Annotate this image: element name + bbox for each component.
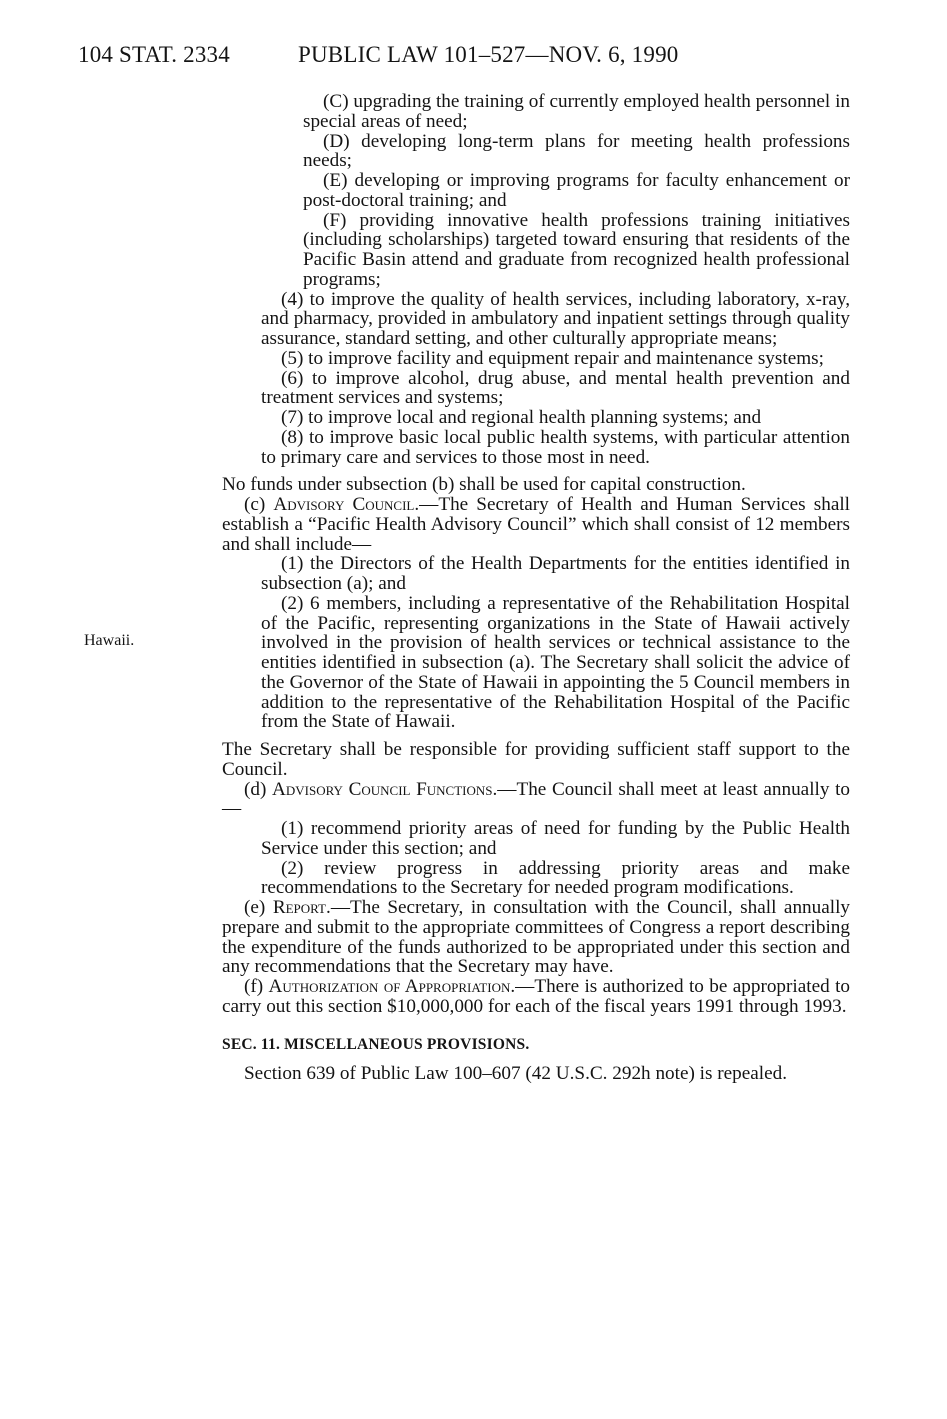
- paragraph-8-public-health: (8) to improve basic local public health systems, with particular attention to primary care and services to those most in need.: [261, 426, 850, 468]
- paragraph-d-long-term-plans: (D) developing long-term plans for meeting health professions needs;: [303, 130, 850, 172]
- subsection-d-label: (d): [244, 778, 273, 800]
- staff-support-sentence: The Secretary shall be responsible for providing sufficient staff support to the Council.: [222, 739, 850, 780]
- paragraph-c2-members: (2) 6 members, including a representative of the Rehabilitation Hospital of the Pacific, representing organizations in the State of Hawaii actively involved in the provision of health services or technical assistance to the entities identified in subsection (a). The Secretary shall solicit the advice of the Governor of the State of Hawaii in appointing the 5 Council members in addition to the representative of the Rehabilitation Hospital of the Pacific from the State of Hawaii.: [261, 592, 850, 733]
- page-header: [78, 42, 858, 82]
- section-11-heading: SEC. 11. MISCELLANEOUS PROVISIONS.: [222, 1035, 530, 1053]
- subsection-d-text: —The Council shall meet at least annually to—: [222, 778, 850, 820]
- stat-page-number: 104 STAT. 2334: [78, 42, 230, 67]
- paragraph-7-planning: (7) to improve local and regional health planning systems; and: [281, 407, 762, 428]
- subsection-e-text: —The Secretary, in consultation with the Council, shall annually prepare and submit to the appropriate committees of Congress a report describing the expenditure of the funds authorized to be appropriated under this section and any recommendations that the Secretary may have.: [222, 897, 850, 978]
- section-11-text: Section 639 of Public Law 100–607 (42 U.S.C. 292h note) is repealed.: [244, 1063, 788, 1085]
- subsection-d-council-functions: [222, 780, 850, 820]
- subsection-e-heading: Report.: [272, 897, 331, 918]
- subsection-d-heading: Advisory Council Functions.: [272, 778, 498, 800]
- subsection-f-heading: Authorization of Appropriation.: [268, 976, 516, 997]
- margin-note: Hawaii.: [84, 632, 135, 649]
- subsection-f-label: (f): [244, 976, 269, 997]
- paragraph-c1-directors: (1) the Directors of the Health Departments for the entities identified in subsection (a); and: [261, 553, 850, 594]
- paragraph-d1-recommend: (1) recommend priority areas of need for funding by the Public Health Service under this section; and: [261, 818, 850, 859]
- subsection-c-heading: Advisory Council.: [273, 494, 420, 515]
- paragraph-c-upgrading: (C) upgrading the training of currently employed health personnel in special areas of need;: [303, 91, 850, 132]
- paragraph-e-faculty: (E) developing or improving programs for faculty enhancement or post-doctoral training; and: [303, 170, 850, 211]
- subsection-c-text: —The Secretary of Health and Human Services shall establish a “Pacific Health Advisory Council” which shall consist of 12 members and shall include—: [222, 494, 851, 555]
- document-body: [222, 92, 850, 1084]
- subsection-c-advisory-council: [222, 495, 850, 554]
- paragraph-d2-review: (2) review progress in addressing priority areas and make recommendations to the Secretary for needed program modifications.: [261, 857, 850, 899]
- subsection-f-authorization: [222, 977, 850, 1017]
- subsection-e-report: [222, 898, 850, 977]
- paragraph-6-alcohol: (6) to improve alcohol, drug abuse, and mental health prevention and treatment services and systems;: [261, 367, 850, 409]
- paragraph-f-innovative: (F) providing innovative health professions training initiatives (including scholarships) targeted toward ensuring that residents of the Pacific Basin attend and graduate from recognized health professional programs;: [303, 209, 850, 290]
- subsection-f-text: —There is authorized to be appropriated to carry out this section $10,000,000 for each of the fiscal years 1991 through 1993.: [222, 976, 851, 1017]
- subsection-c-label: (c): [244, 494, 274, 515]
- paragraph-4-quality: (4) to improve the quality of health services, including laboratory, x-ray, and pharmacy, provided in ambulatory and inpatient settings through quality assurance, standard setting, and other culturally appropriate means;: [261, 288, 850, 349]
- paragraph-5-facility: (5) to improve facility and equipment repair and maintenance systems;: [281, 347, 824, 369]
- subsection-e-label: (e): [244, 897, 273, 918]
- no-funds-sentence: No funds under subsection (b) shall be used for capital construction.: [222, 474, 746, 496]
- running-title: PUBLIC LAW 101–527—NOV. 6, 1990: [298, 42, 679, 67]
